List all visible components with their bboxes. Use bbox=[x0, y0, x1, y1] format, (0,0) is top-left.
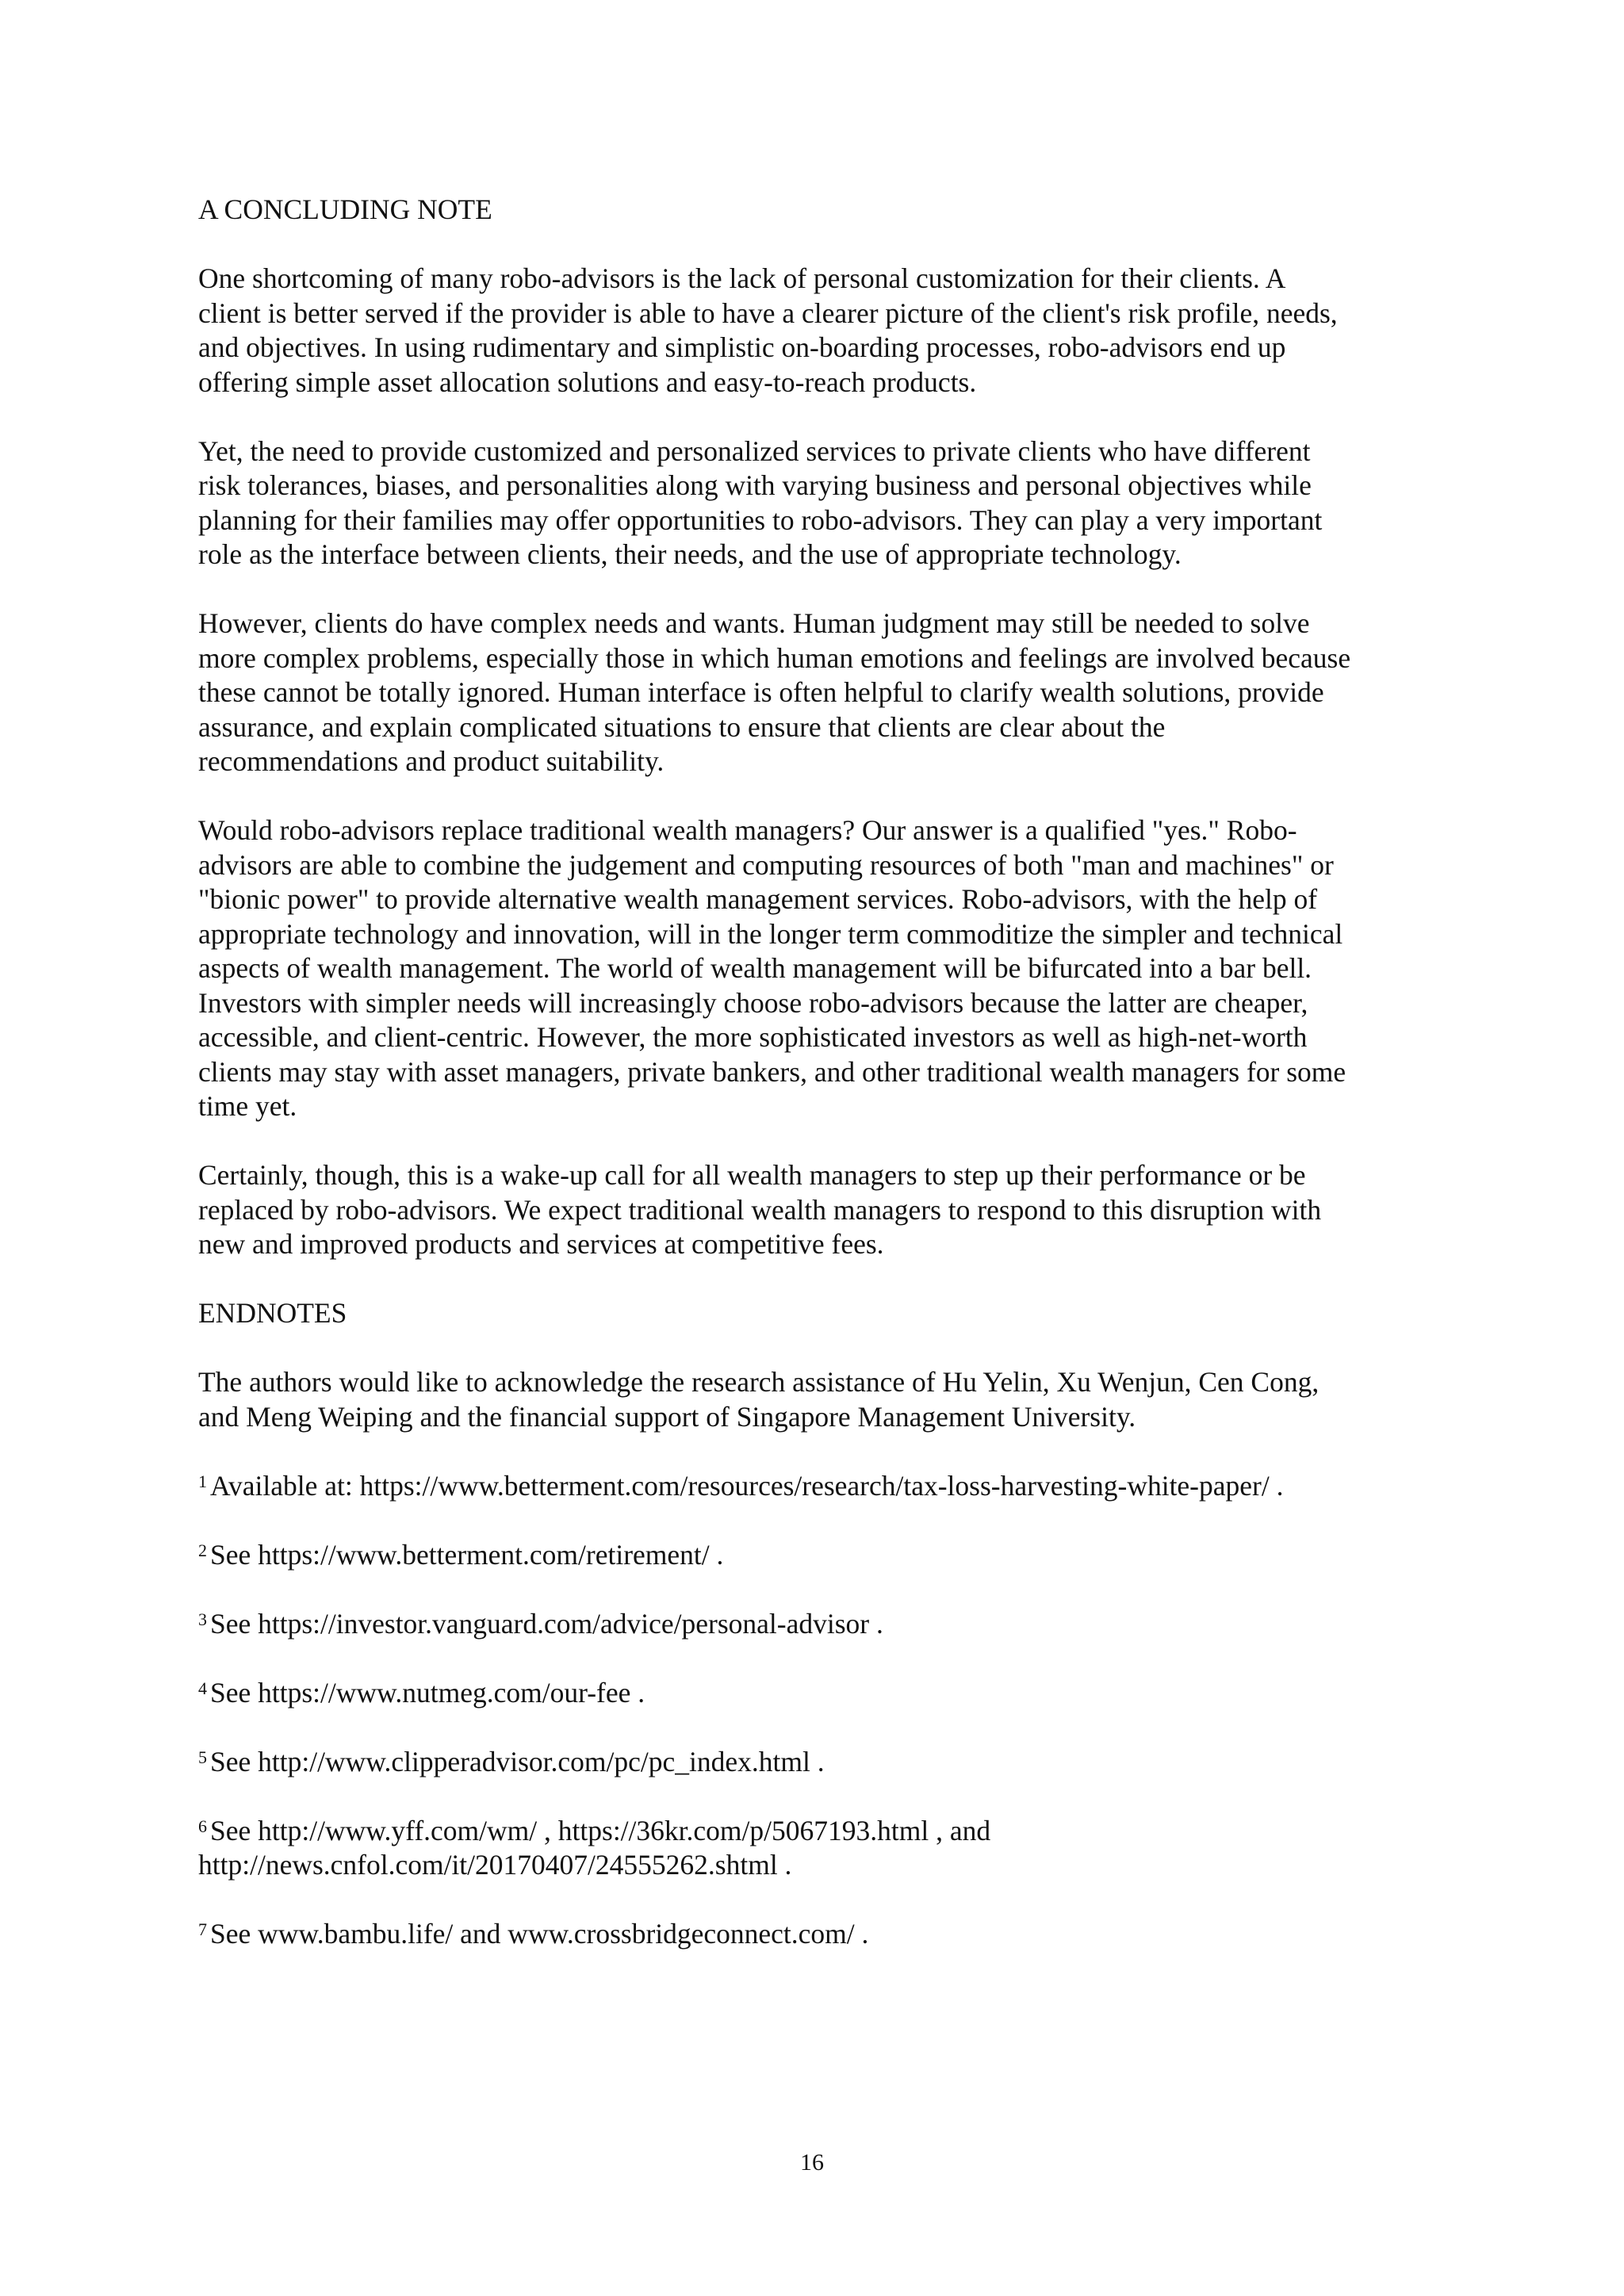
section-heading-endnotes: ENDNOTES bbox=[198, 1297, 347, 1329]
footnote-number: 7 bbox=[198, 1919, 207, 1939]
footnote-4 bbox=[198, 1676, 1451, 1711]
footnote-number: 3 bbox=[198, 1609, 207, 1629]
footnote-2 bbox=[198, 1538, 1451, 1573]
footnote-6 bbox=[198, 1814, 1451, 1883]
paragraph-5: Certainly, though, this is a wake-up call for all wealth managers to step up their performance or be replaced by robo-advisors. We expect traditional wealth managers to respond to this disruption with new and improved products and services at competitive fees. bbox=[198, 1159, 1322, 1260]
paragraph-3: However, clients do have complex needs and wants. Human judgment may still be needed to solve more complex problems, especially those in which human emotions and feelings are involved because these cannot be totally ignored. Human interface is often helpful to clarify wealth solutions, provide assurance, and explain complicated situations to ensure that clients are clear about the recommendations and product suitability. bbox=[198, 607, 1351, 777]
footnote-number: 1 bbox=[198, 1471, 207, 1491]
footnote-text: Available at: https://www.betterment.com/resources/research/tax-loss-harvesting-white-paper/ . bbox=[210, 1469, 1284, 1502]
footnote-1 bbox=[198, 1469, 1451, 1504]
footnote-3 bbox=[198, 1607, 1451, 1642]
page-number: 16 bbox=[800, 2149, 824, 2175]
footnote-7 bbox=[198, 1917, 1451, 1952]
footnote-text: See http://www.yff.com/wm/ , https://36kr.com/p/5067193.html , and http://news.cnfol.com/it/20170407/24555262.shtml . bbox=[198, 1814, 991, 1881]
footnote-text: See https://www.betterment.com/retirement/ . bbox=[210, 1538, 724, 1571]
footnote-5 bbox=[198, 1745, 1451, 1780]
footnote-number: 6 bbox=[198, 1816, 207, 1836]
page-content bbox=[198, 193, 1451, 1986]
acknowledgement: The authors would like to acknowledge the research assistance of Hu Yelin, Xu Wenjun, Cen Cong, and Meng Weiping and the financial support of Singapore Management University. bbox=[198, 1366, 1320, 1433]
paragraph-1: One shortcoming of many robo-advisors is the lack of personal customization for their clients. A client is better served if the provider is able to have a clearer picture of the client's risk profile, needs, and objectives. In using rudimentary and simplistic on-boarding processes, robo-advisors end up offering simple asset allocation solutions and easy-to-reach products. bbox=[198, 262, 1338, 398]
footnote-text: See https://www.nutmeg.com/our-fee . bbox=[210, 1676, 645, 1709]
paragraph-2: Yet, the need to provide customized and personalized services to private clients who have different risk tolerances, biases, and personalities along with varying business and personal objectives while planning for their families may offer opportunities to robo-advisors. They can play a very important role as the interface between clients, their needs, and the use of appropriate technology. bbox=[198, 434, 1323, 570]
footnote-number: 4 bbox=[198, 1678, 207, 1698]
section-heading-concluding-note: A CONCLUDING NOTE bbox=[198, 193, 492, 225]
paragraph-4: Would robo-advisors replace traditional wealth managers? Our answer is a qualified "yes." Robo- advisors are able to combine the judgement and computing resources of both "man and machines" or "bionic power" to provide alternative wealth management services. Robo-advisors, with the help of appropriate technology and innovation, will in the longer term commoditize the simpler and technical aspects of wealth management. The world of wealth management will be bifurcated into a bar bell. Investors with simpler needs will increasingly choose robo-advisors because the latter are cheaper, accessible, and client-centric. However, the more sophisticated investors as well as high-net-worth clients may stay with asset managers, private bankers, and other traditional wealth managers for some time yet. bbox=[198, 814, 1346, 1122]
footnote-text: See https://investor.vanguard.com/advice/personal-advisor . bbox=[210, 1607, 883, 1640]
footnote-number: 5 bbox=[198, 1747, 207, 1767]
footnote-text: See http://www.clipperadvisor.com/pc/pc_index.html . bbox=[210, 1745, 825, 1777]
footnote-number: 2 bbox=[198, 1540, 207, 1560]
footnote-text: See www.bambu.life/ and www.crossbridgeconnect.com/ . bbox=[210, 1918, 869, 1950]
